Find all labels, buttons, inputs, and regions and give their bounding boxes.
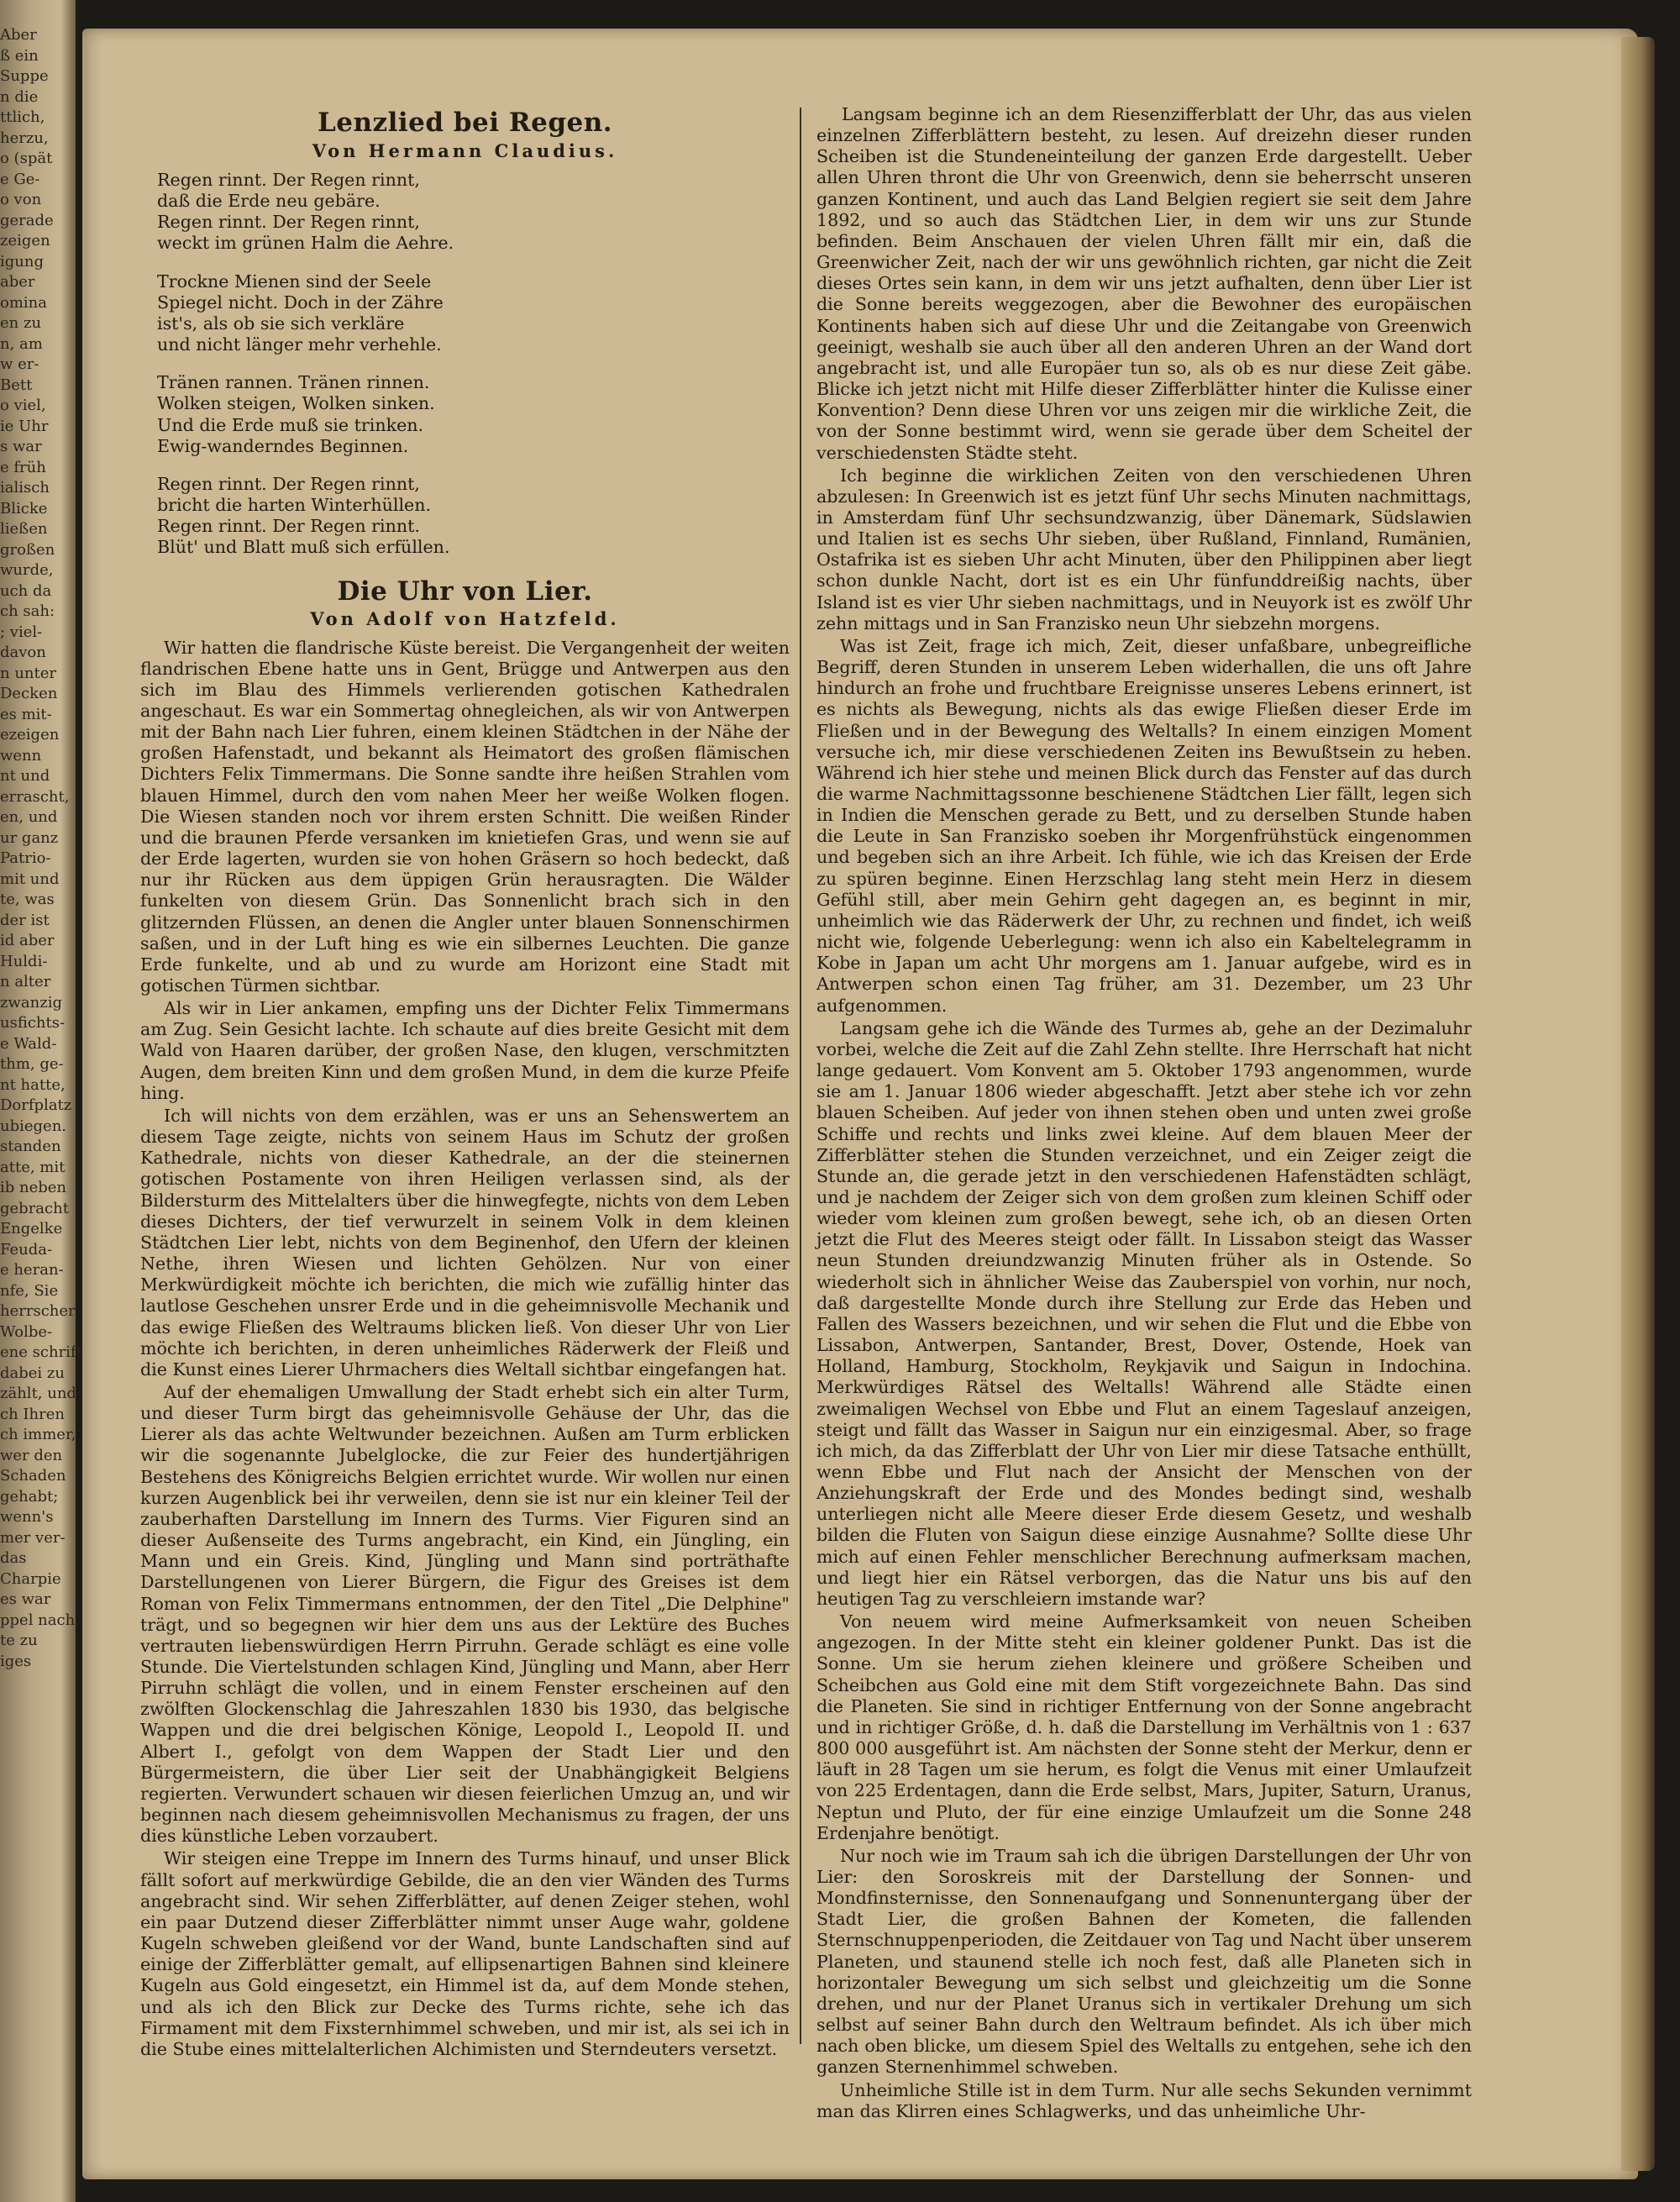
story-paragraph: Ich beginne die wirklichen Zeiten von den verschiedenen Uhren abzulesen: In Greenwich ist es jetzt fünf Uhr sechs Minuten nachmittags, in Amsterdam fünf Uhr sechsundzwanzig, über Dänemark, Südslawien und Italien ist es sechs Uhr sieben, über Rußland, Finnland, Rumänien, Ostafrika ist es sieben Uhr acht Minuten, über den Philippinen aber liegt schon dunkle Nacht, dort ist es ein Uhr fünfunddreißig nachts, über Island ist es vier Uhr sieben nachmittags, und in Neuyork ist es zwölf Uhr zehn mittags und in San Franzisko neun Uhr siebzehn morgens. (816, 465, 1472, 633)
left-margin-fragment: Schaden (0, 1467, 66, 1485)
poem-line: Ewig-wanderndes Beginnen. (157, 435, 409, 456)
left-margin-fragment: Aber (0, 26, 37, 44)
left-margin-fragment: aber (0, 273, 35, 291)
left-margin-fragment: ubiegen. (0, 1117, 67, 1135)
left-margin-fragment: n alter (0, 973, 51, 991)
left-margin-fragment: Patrio- (0, 849, 51, 867)
left-margin-fragment: n die (0, 87, 39, 106)
left-column (140, 108, 790, 2060)
left-margin-fragment: ie Uhr (0, 417, 49, 435)
left-margin-fragment: te, was (0, 891, 55, 908)
left-margin-fragment: en zu (0, 314, 42, 332)
poem-line: Tränen rannen. Tränen rinnen. (157, 372, 430, 393)
left-margin-fragment: Wolbe- (0, 1322, 53, 1341)
left-margin-fragment: wurde, (0, 561, 54, 579)
left-margin-fragment: Blicke (0, 499, 48, 518)
left-margin-fragment: nt hatte, (0, 1075, 66, 1094)
page-edge-shadow (1621, 37, 1655, 2171)
left-margin-fragment: usfichts- (0, 1014, 66, 1032)
poem-stanza (157, 271, 790, 356)
left-margin-fragment: standen (0, 1138, 61, 1155)
left-margin-fragment: Huldi- (0, 952, 48, 970)
story-paragraph: Was ist Zeit, frage ich mich, Zeit, dieser unfaßbare, unbegreifliche Begriff, deren Stunden in unserem Leben widerhallen, die uns oft Jahre hindurch an frohe und fruchtbare Ereignisse unseres Lebens erinnert, ist es nichts als Bewegung, nichts als das ewige Fließen dieser Erde im Fließen und in der Bewegung des Weltalls? In einem einzigen Moment versuche ich, mir diese verschiedenen Zeiten ins Bewußtsein zu heben. Während ich hier stehe und meinen Blick durch das Fenster auf das durch die warme Nachmittagssonne beschienene Städtchen Lier fällt, legen sich in Indien die Menschen gerade zu Bett, und zu derselben Stunde haben die Leute in San Franzisko soeben ihr Morgenfrühstück eingenommen und begeben sich an ihre Arbeit. Ich fühle, wie ich das Kreisen der Erde zu spüren beginne. Einen Herzschlag lang steht mein Herz in diesem Gefühl still, aber mein Gehirn geht dagegen an, es beginnt in mir, unheimlich wie das Räderwerk der Uhr, zu rechnen und findet, ich weiß nicht wie, folgende Ueberlegung: wenn ich also ein Kabeltelegramm in Kobe in Japan um acht Uhr morgens am 1. Januar aufgebe, wird es in Antwerpen schon einen Tag früher, am 31. Dezember, um 23 Uhr aufgenommen. (816, 635, 1472, 1016)
left-margin-fragment: Feuda- (0, 1240, 53, 1259)
left-margin-fragment: errascht, (0, 787, 70, 806)
left-margin-fragment: zwanzig (0, 993, 62, 1012)
left-margin-fragment: ppel nach (0, 1611, 76, 1629)
left-margin-fragment: ezeigen (0, 726, 60, 744)
left-margin-fragment: gehabt; (0, 1487, 59, 1506)
left-margin-fragment: davon (0, 644, 46, 661)
left-margin-fragment: Suppe (0, 67, 49, 85)
story-paragraph: Als wir in Lier ankamen, empfing uns der Dichter Felix Timmermans am Zug. Sein Gesicht lachte. Ich schaute auf dies breite Gesicht mit dem Wald von Haaren darüber, der großen Nase, den klugen, verschmitzten Augen, dem breiten Kinn und dem großen Mund, in dem die kurze Pfeife hing. (140, 998, 790, 1103)
left-margin-fragment: es war (0, 1590, 51, 1608)
story-byline: Von Adolf von Hatzfeld. (310, 607, 620, 629)
left-margin-fragment: n unter (0, 664, 56, 682)
story-paragraph: Langsam gehe ich die Wände des Turmes ab, gehe an der Dezimaluhr vorbei, welche die Zeit auf die Zahl Zehn stellte. Ihre Herrschaft hat nicht lange gedauert. Vom Konvent am 5. Oktober 1793 angenommen, wurde sie am 1. Januar 1806 wieder abgeschafft. Jetzt aber stehe ich vor zehn blauen Scheiben. Auf jeder von ihnen stehen oben und unten zwei große Schiffe und rechts und links zwei kleine. Auf dem blauen Meer der Zifferblätter stehen die Stunden verzeichnet, und ein Zeiger zeigt die Stunde an, die gerade jetzt in den verschiedenen Hafenstädten schlägt, und je nachdem der Zeiger sich von dem großen zum kleinen Schiff oder wieder vom kleinen zum großen bewegt, sehe ich, ob an diesen Orten jetzt die Flut des Meeres steigt oder fällt. In Lissabon steigt das Wasser neun Stunden dreiundzwanzig Minuten früher als in Ostende. So wiederholt sich in ähnlicher Weise das Zauberspiel von vorhin, nur noch, daß dargestellte Monde durch ihre Stellung zur Erde das Heben und Fallen des Wassers bezeichnen, und wir sehen die Flut und die Ebbe von Lissabon, Antwerpen, Santander, Brest, Dover, Ostende, Hoek van Holland, Hamburg, Stockholm, Reykjavik und Saigun in Indochina. Merkwürdiges Rätsel des Weltalls! Während alle Städte einen zweimaligen Wechsel von Ebbe und Flut an einem Tageslauf anzeigen, steigt und fällt das Wasser in Saigun nur ein einzigesmal. Aber, so frage ich mich, da das Zifferblatt der Uhr von Lier mir diese Tatsache enthüllt, wenn Ebbe und Flut nach der Ansicht der Menschen von der Anziehungskraft der Erde und des Mondes bedingt sind, weshalb unterliegen nicht alle Meere dieser Erde diesem Gesetz, und weshalb bilden die Fluten von Saigun diese einzige Ausnahme? Sollte diese Uhr mich auf einen Fehler menschlicher Berechnung aufmerksam machen, und liegt hier ein Rätsel verborgen, das die Natur uns bis auf den heutigen Tag zu verschleiern imstande war? (816, 1017, 1472, 1609)
left-margin-fragment: ließen (0, 520, 48, 538)
left-margin-fragment: zählt, und (0, 1385, 76, 1402)
left-margin-fragment: der ist (0, 911, 50, 929)
poem-body (140, 170, 790, 559)
left-margin-fragment: Dorfplatz (0, 1096, 72, 1114)
story-paragraph: Unheimliche Stille ist in dem Turm. Nur alle sechs Sekunden vernimmt man das Klirren eines Schlagwerks, und das unheimliche Uhr- (816, 2079, 1472, 2121)
left-margin-fragment: wer den (0, 1446, 63, 1464)
poem-line: weckt im grünen Halm die Aehre. (157, 233, 454, 254)
left-margin-fragment: herzu, (0, 129, 49, 147)
left-margin-fragment: gerade (0, 211, 54, 229)
poem-stanza (157, 372, 790, 457)
left-margin-fragment: iges (0, 1652, 32, 1670)
left-margin-fragment: ß ein (0, 46, 39, 65)
left-margin-fragment: e früh (0, 458, 46, 476)
poem-line: Trockne Mienen sind der Seele (157, 271, 432, 292)
left-margin-fragment: herrscher (0, 1302, 76, 1320)
left-margin-fragment: s war (0, 438, 42, 455)
left-margin-fragment: nfe, Sie (0, 1281, 59, 1300)
left-margin-fragment: zeigen (0, 232, 50, 250)
poem-stanza (157, 474, 790, 559)
left-margin-fragment: e Ge- (0, 170, 40, 188)
left-margin-fragment: ur ganz (0, 828, 59, 847)
left-margin-fragment: n, am (0, 334, 43, 353)
left-margin-fragment: o von (0, 191, 42, 208)
right-column (816, 104, 1472, 2122)
left-margin-fragment: atte, mit (0, 1158, 66, 1176)
poem-line: Wolken steigen, Wolken sinken. (157, 393, 435, 414)
left-margin-fragment: ttlich, (0, 108, 45, 126)
story-paragraph: Wir hatten die flandrische Küste bereist. Die Vergangenheit der weiten flandrischen Ebene hatte uns in Gent, Brügge und Antwerpen aus den sich im Blau des Himmels verlierenden gotischen Kathedralen angeschaut. Es war ein Sommertag ohnegleichen, als wir von Antwerpen mit der Bahn nach Lier fuhren, einem kleinen Städtchen in der Nähe der großen Hafenstadt, und bekannt als Heimatort des großen flämischen Dichters Felix Timmermans. Die Sonne sandte ihre heißen Strahlen vom blauen Himmel, durch den vom nahen Meer her weiße Wolken flogen. Die Wiesen standen noch vor ihrem ersten Schnitt. Die weißen Rinder und die braunen Pferde versanken im knietiefen Gras, und wenn sie auf der Erde lagerten, wurden sie von hohen Gräsern so hoch bedeckt, daß nur ihr Rücken aus dem üppigen Grün herausragten. Die Wälder funkelten von diesem Grün. Das Sonnenlicht brach sich in den glitzernden Flüssen, an denen die Angler unter blauen Sonnenschirmen saßen, und in der Luft hing es wie ein silbernes Leuchten. Die ganze Erde funkelte, und ab und zu wurde am Horizont eine Stadt mit gotischen Türmen sichtbar. (140, 637, 790, 996)
left-page-text-fragments (0, 25, 82, 2176)
left-margin-fragment: ch immer, (0, 1426, 76, 1443)
left-margin-fragment: o (spät (0, 150, 53, 167)
left-margin-fragment: dabei zu (0, 1364, 65, 1382)
left-margin-fragment: ch sah: (0, 602, 55, 620)
left-margin-fragment: uch da (0, 581, 52, 600)
poem-line: Und die Erde muß sie trinken. (157, 414, 424, 435)
left-margin-fragment: ; viel- (0, 623, 43, 641)
poem-line: ist's, als ob sie sich verkläre (157, 313, 405, 334)
poem-line: Regen rinnt. Der Regen rinnt, (157, 473, 420, 494)
left-margin-fragment: das (0, 1549, 27, 1567)
left-margin-fragment: ib neben (0, 1179, 67, 1196)
left-margin-fragment: thm, ge- (0, 1055, 64, 1073)
left-margin-fragment: Charpie (0, 1569, 61, 1588)
story-paragraph: Von neuem wird meine Aufmerksamkeit von neuen Scheiben angezogen. In der Mitte steht ein kleiner goldener Punkt. Das ist die Sonne. Um sie herum ziehen kleinere und größere Scheiben und Scheibchen aus Gold eine mit dem Stift vorgezeichnete Bahn. Das sind die Planeten. Sie sind in richtiger Entfernung von der Sonne angebracht und in richtiger Größe, d. h. daß die Darstellung im Verhältnis von 1 : 637 800 000 ausgeführt ist. Am nächsten der Sonne steht der Merkur, denn er läuft in 28 Tagen um sie herum, es folgt die Venus mit einer Umlaufzeit von 225 Erdentagen, dann die Erde selbst, Mars, Jupiter, Saturn, Uranus, Neptun und Pluto, der für eine einzige Umlaufzeit um die Sonne 248 Erdenjahre benötigt. (816, 1611, 1472, 1843)
poem-title: Lenzlied bei Regen. (317, 108, 613, 138)
story-right-body (816, 104, 1472, 2122)
left-margin-fragment: omina (0, 293, 47, 312)
left-margin-fragment: wenn (0, 746, 42, 765)
left-margin-fragment: es mit- (0, 705, 52, 723)
left-margin-fragment: id aber (0, 932, 55, 949)
left-margin-fragment: nt und (0, 767, 50, 785)
poem-line: Regen rinnt. Der Regen rinnt, (157, 170, 420, 190)
poem-line: bricht die harten Winterhüllen. (157, 495, 432, 516)
left-margin-fragment: Bett (0, 376, 33, 394)
left-margin-fragment: e heran- (0, 1261, 64, 1279)
left-margin-fragment: en, und (0, 808, 58, 826)
story-title: Die Uhr von Lier. (337, 575, 593, 607)
left-margin-fragment: w er- (0, 355, 39, 373)
story-paragraph: Langsam beginne ich an dem Riesenzifferblatt der Uhr, das aus vielen einzelnen Zifferblättern besteht, zu lesen. Auf dreizehn dieser runden Scheiben ist die Stundeneinteilung der ganzen Erde dargestellt. Ueber allen Uhren thront die Uhr von Greenwich, denn sie beherrscht unseren ganzen Kontinent, und auch das Land Belgien regiert sie seit dem Jahre 1892, und so auch das Städtchen Lier, in dem wir uns zur Stunde befinden. Beim Anschauen der vielen Uhren fällt mir ein, daß die Greenwicher Zeit, nach der wir uns gewöhnlich richten, gar nicht die Zeit dieses Ortes sein kann, in dem wir uns jetzt aufhalten, denn über Lier ist die Sonne bereits weggezogen, aber die Bewohner des europäischen Kontinents haben sich auf diese Uhr und die Zeitangabe von Greenwich geeinigt, weshalb sie auch über all den anderen Uhren an der Wand dort angebracht ist, und alle Europäer tun so, als ob es nur diese Zeit gäbe. Blicke ich jetzt nicht mit Hilfe dieser Zifferblätter hinter die Kulisse einer Konvention? Denn diese Uhren vor uns zeigen mir die wirkliche Zeit, die von der Sonne bestimmt wird, wenn sie gerade über dem Scheitel der verschiedensten Städte steht. (816, 104, 1472, 463)
left-margin-fragment: mer ver- (0, 1528, 66, 1547)
story-paragraph: Nur noch wie im Traum sah ich die übrigen Darstellungen der Uhr von Lier: den Soroskreis mit der Darstellung der Sonnen- und Mondfinsternisse, den Sonnenaufgang und Sonnenuntergang über der Stadt Lier, die großen Bahnen der Kometen, die fallenden Sternschnuppenperioden, die Zeitdauer von Tag und Nacht über unserem Planeten, und staunend stelle ich noch fest, daß alle Planeten sich in horizontaler Bewegung um sich selbst und gleichzeitig um die Sonne drehen, und nur der Planet Uranus sich in vertikaler Drehung um sich selbst auf seiner Bahn durch den Weltraum befindet. Als ich über mich nach oben blicke, um diesem Spiel des Weltalls zu entgehen, sehe ich den ganzen Sternenhimmel schweben. (816, 1845, 1472, 2078)
story-left-body (140, 638, 790, 2060)
left-margin-fragment: igung (0, 252, 44, 271)
left-margin-fragment: ch Ihren (0, 1405, 65, 1423)
left-margin-fragment: mit und (0, 870, 60, 888)
poem-line: Blüt' und Blatt muß sich erfüllen. (157, 537, 450, 558)
left-margin-fragment: ene schrift (0, 1343, 82, 1361)
story-paragraph: Auf der ehemaligen Umwallung der Stadt erhebt sich ein alter Turm, und dieser Turm birgt das geheimnisvolle Gehäuse der Uhr, das die Lierer als das achte Weltwunder bezeichnen. Außen am Turm erblicken wir die sogenannte Jubelglocke, die zur Feier des hundertjährigen Bestehens des Königreichs Belgien errichtet wurde. Wir wollen nur einen kurzen Augenblick bei ihr verweilen, denn sie ist nur ein kleiner Teil der zauberhaften Darstellung im Innern des Turms. Vier Figuren sind an dieser Außenseite des Turms angebracht, ein Kind, ein Jüngling, ein Mann und ein Greis. Kind, Jüngling und Mann sind porträthafte Darstellungenen von Lierer Bürgern, die Figur des Greises ist dem Roman von Felix Timmermans entnommen, der den Titel „Die Delphine" trägt, und so begegnen wir hier dem uns aus der Lektüre des Buches vertrauten liebenswürdigen Herrn Pirruhn. Gerade schlägt es eine volle Stunde. Die Viertelstunden schlagen Kind, Jüngling und Mann, aber Herr Pirruhn schlägt die vollen, und in einem Fenster erscheinen auf den zwölften Glockenschlag die Jahreszahlen 1830 bis 1930, das belgische Wappen und die drei belgischen Könige, Leopold I., Leopold II. und Albert I., gefolgt von dem Wappen der Stadt Lier und den Bürgermeistern, die über Lier seit der Unabhängigkeit Belgiens regierten. Verwundert schauen wir diesen feierlichen Umzug an, und wir beginnen nach diesem geheimnisvollen Mechanismus zu fragen, der uns dies künstliche Leben vorzaubert. (140, 1381, 790, 1847)
left-margin-fragment: wenn's (0, 1508, 54, 1526)
poem-line: Spiegel nicht. Doch in der Zähre (157, 292, 444, 313)
poem-line: daß die Erde neu gebäre. (157, 191, 381, 212)
left-margin-fragment: Decken (0, 685, 58, 702)
left-margin-fragment: e Wald- (0, 1034, 57, 1053)
left-margin-fragment: te zu (0, 1632, 38, 1649)
left-margin-fragment: o viel, (0, 397, 46, 414)
left-margin-fragment: großen (0, 540, 55, 559)
poem-stanza (157, 170, 790, 255)
left-margin-fragment: ialisch (0, 479, 50, 497)
poem-line: und nicht länger mehr verhehle. (157, 334, 442, 355)
story-paragraph: Wir steigen eine Treppe im Innern des Turms hinauf, und unser Blick fällt sofort auf merkwürdige Gebilde, die an den vier Wänden des Turms angebracht sind. Wir sehen Zifferblätter, auf denen Zeiger stehen, wohl ein paar Dutzend dieser Zifferblätter nimmt unser Auge wahr, goldene Kugeln schweben gleißend vor der Wand, bunte Landschaften sind auf einige der Zifferblätter gemalt, auf ellipsenartigen Bahnen sind kleinere Kugeln aus Gold eingesetzt, ein Himmel ist da, auf dem Monde stehen, und als ich den Blick zur Decke des Turms richte, sehe ich das Firmament mit dem Fixsternhimmel schweben, und mir ist, als sei ich in die Stube eines mittelalterlichen Alchimisten und Sterndeuters versetzt. (140, 1848, 790, 2059)
poem-line: Regen rinnt. Der Regen rinnt, (157, 212, 420, 233)
left-margin-fragment: gebracht (0, 1199, 69, 1217)
poem-line: Regen rinnt. Der Regen rinnt. (157, 516, 420, 537)
story-paragraph: Ich will nichts von dem erzählen, was er uns an Sehenswertem an diesem Tage zeigte, nichts von seinem Haus im Schutz der großen Kathedrale, nichts von dieser Kathedrale, an der die steinernen gotischen Postamente von ihren Heiligen verlassen sind, als der Bildersturm des Mittelalters über die hinwegfegte, nichts von dem Leben dieses Dichters, der tief verwurzelt in seinem Volk in dem kleinen Städtchen Lier lebt, nichts von dem Beginenhof, den Ufern der kleinen Nethe, ihren Wiesen und lichten Gehölzen. Nur von einer Merkwürdigkeit möchte ich berichten, die mich wie zufällig hinter das lautlose Geschehen unsrer Erde und in die geheimnisvolle Mechanik und das ewige Fließen des Weltraums blicken ließ. Von dieser Uhr von Lier möchte ich berichten, in deren unheimliches Räderwerk der Fleiß und die Kunst eines Lierer Uhrmachers dies Weltall sichtbar eingefangen hat. (140, 1105, 790, 1380)
column-divider (800, 108, 801, 2044)
poem-byline: Von Hermann Claudius. (312, 140, 618, 161)
left-margin-fragment: Engelke (0, 1220, 63, 1238)
